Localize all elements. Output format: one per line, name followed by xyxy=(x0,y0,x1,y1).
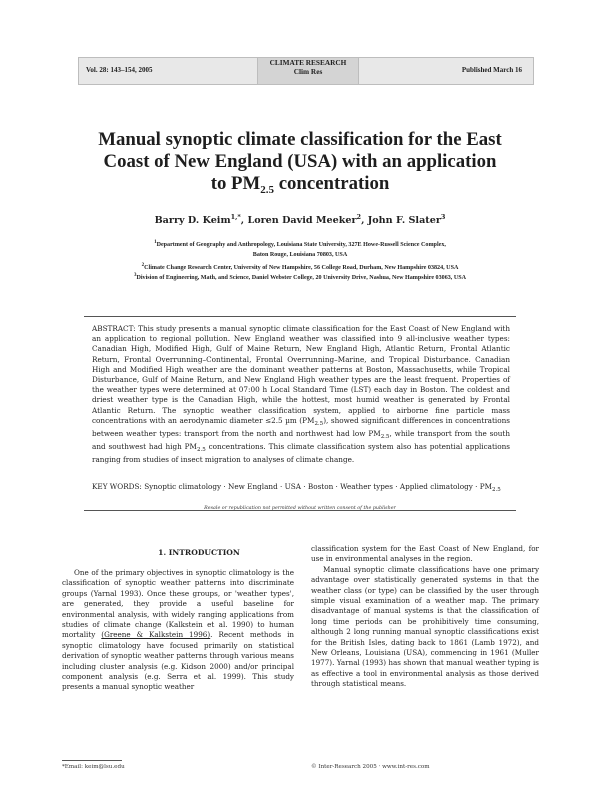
abstract-sub-3: 2.5 xyxy=(196,447,206,454)
author-3: , John F. Slater xyxy=(361,215,441,226)
journal-name-block xyxy=(178,58,438,76)
copyright-notice: © Inter-Research 2005 · www.int-res.com xyxy=(311,764,430,770)
left-paragraph-1 xyxy=(62,568,294,693)
title-line-3-post: concentration xyxy=(274,173,390,194)
affiliation-2-line-1: Climate Change Research Center, University of New Hampshire, 56 College Road, Durham, New Hampshire 03824, USA xyxy=(144,265,459,271)
keywords xyxy=(92,482,510,496)
author-1-sup: 1,* xyxy=(230,213,241,221)
abstract-text-2: ), showed significant differences in concentrations between weather types: transport from the north and northwest had low PM xyxy=(92,415,510,439)
abstract-text-1: This study presents a manual synoptic climate classification for the East Coast of New England with an application to regional pollution. New England weather was classified into 9 all-inclusive weather types: Canadian High, Modified High, Gulf of Maine Return, New England High, Atlantic Return, Frontal Atlantic Return, Frontal Overrunning–Continental, Frontal Overrunning–Marine, and Tropical Disturbance. Canadian High and Modified High weather are the dominant weather patterns at Boston, Massachusetts, while Tropical Disturbance, Gulf of Maine Return, and New England High weather types are the least frequent. Properties of the weather types were determined at 07:00 h Local Standard Time (LST) each day in Boston. The coldest and driest weather type is the Canadian High, while the hottest, most humid weather is generated by Frontal Atlantic Return. The synoptic weather classification system, applied to airborne fine particle mass concentrations with an aerodynamic diameter ≤2.5 µm (PM xyxy=(92,324,510,425)
affiliation-3 xyxy=(60,271,540,284)
right-paragraph-1: classification system for the East Coast of New England, for use in environmental analyses in the region. xyxy=(311,544,539,564)
abstract-text-3: , while transport from the south and southwest had high PM xyxy=(92,429,510,452)
author-3-sup: 3 xyxy=(440,213,446,221)
footnote-email: *Email: keim@lsu.edu xyxy=(62,764,125,770)
author-2-sup: 2 xyxy=(356,213,362,221)
abstract xyxy=(92,324,510,466)
paper-title xyxy=(60,129,540,201)
author-1: Barry D. Keim xyxy=(154,215,231,226)
affiliation-1 xyxy=(60,238,540,261)
left-paragraph-1-a: One of the primary objectives in synoptic climatology is the classification of synoptic weather patterns into discriminate groups (Yarnal 1993). Once these groups, or 'weather types', are generated, they provide a useful baseline for environmental analysis, with widely ranging applications from studies of climate change (Kalkstein et al. 1990) to human mortality xyxy=(62,568,294,640)
section-heading-introduction: 1. INTRODUCTION xyxy=(158,548,240,557)
title-line-1: Manual synoptic climate classification for the East xyxy=(98,129,502,150)
volume-info: Vol. 28: 143–154, 2005 xyxy=(86,66,153,74)
published-date: Published March 16 xyxy=(461,66,522,74)
journal-abbrev: Clim Res xyxy=(293,67,323,76)
abstract-top-rule xyxy=(84,316,516,317)
left-paragraph-1-b: . Recent methods in synoptic climatology have focused primarily on statistical derivation of synoptic weather patterns through various means including cluster analysis (e.g. Kidson 2000) and/or principal component analysis (e.g. Serra et al. 1999). This study presents a manual synoptic weather xyxy=(62,630,294,692)
keywords-label: KEY WORDS: xyxy=(92,482,142,491)
abstract-sub-1: 2.5 xyxy=(314,420,324,427)
keywords-sub: 2.5 xyxy=(492,487,501,493)
abstract-sub-2: 2.5 xyxy=(380,434,390,441)
journal-name: CLIMATE RESEARCH xyxy=(269,58,347,67)
affiliation-2-sup: 2 xyxy=(141,263,145,268)
citation-link[interactable]: (Greene & Kalkstein 1996) xyxy=(101,630,211,640)
affiliation-3-line-1: Division of Engineering, Math, and Science, Daniel Webster College, 20 University Drive, Nashua, New Hampshire 03063, USA xyxy=(136,275,467,281)
title-line-3-pre: to PM xyxy=(210,173,261,194)
abstract-text-4: concentrations. This climate classification system also has potential applications ranging from studies of insect migration to analyses of climate change. xyxy=(92,442,510,465)
author-list xyxy=(60,213,540,226)
affiliation-1-line-2: Baton Rouge, Louisiana 70803, USA xyxy=(252,251,348,258)
footnote-rule xyxy=(62,760,122,761)
author-2: , Loren David Meeker xyxy=(240,215,357,226)
right-paragraph-2: Manual synoptic climate classifications have one primary advantage over statistically generated systems in that the weather class (or type) can be classified by the user through simple visual examination of a weather map. The primary disadvantage of manual systems is that the classification of long time periods can be prohibitively time consuming, although 2 long running manual synoptic classifications exist for the British Isles, dating back to 1861 (Lamb 1972), and New Orleans, Louisiana (USA), commencing in 1961 (Muller 1977). Yarnal (1993) has shown that manual weather typing is as effective a tool in environmental analysis as those derived through statistical means. xyxy=(311,564,539,689)
title-subscript: 2.5 xyxy=(260,184,274,196)
left-column xyxy=(62,568,294,693)
abstract-label: ABSTRACT: xyxy=(92,324,136,333)
keywords-text: Synoptic climatology · New England · USA · Boston · Weather types · Applied climatology · PM xyxy=(141,482,493,491)
affiliation-3-sup: 3 xyxy=(133,273,137,278)
right-column xyxy=(311,544,539,690)
affiliation-1-line-1: Department of Geography and Anthropology, Louisiana State University, 327E Howe-Russell Science Complex, xyxy=(156,242,446,248)
resale-notice: Resale or republication not permitted without written consent of the publisher xyxy=(204,506,396,511)
title-line-2: Coast of New England (USA) with an application xyxy=(103,151,497,172)
affiliation-1-sup: 1 xyxy=(154,240,157,245)
